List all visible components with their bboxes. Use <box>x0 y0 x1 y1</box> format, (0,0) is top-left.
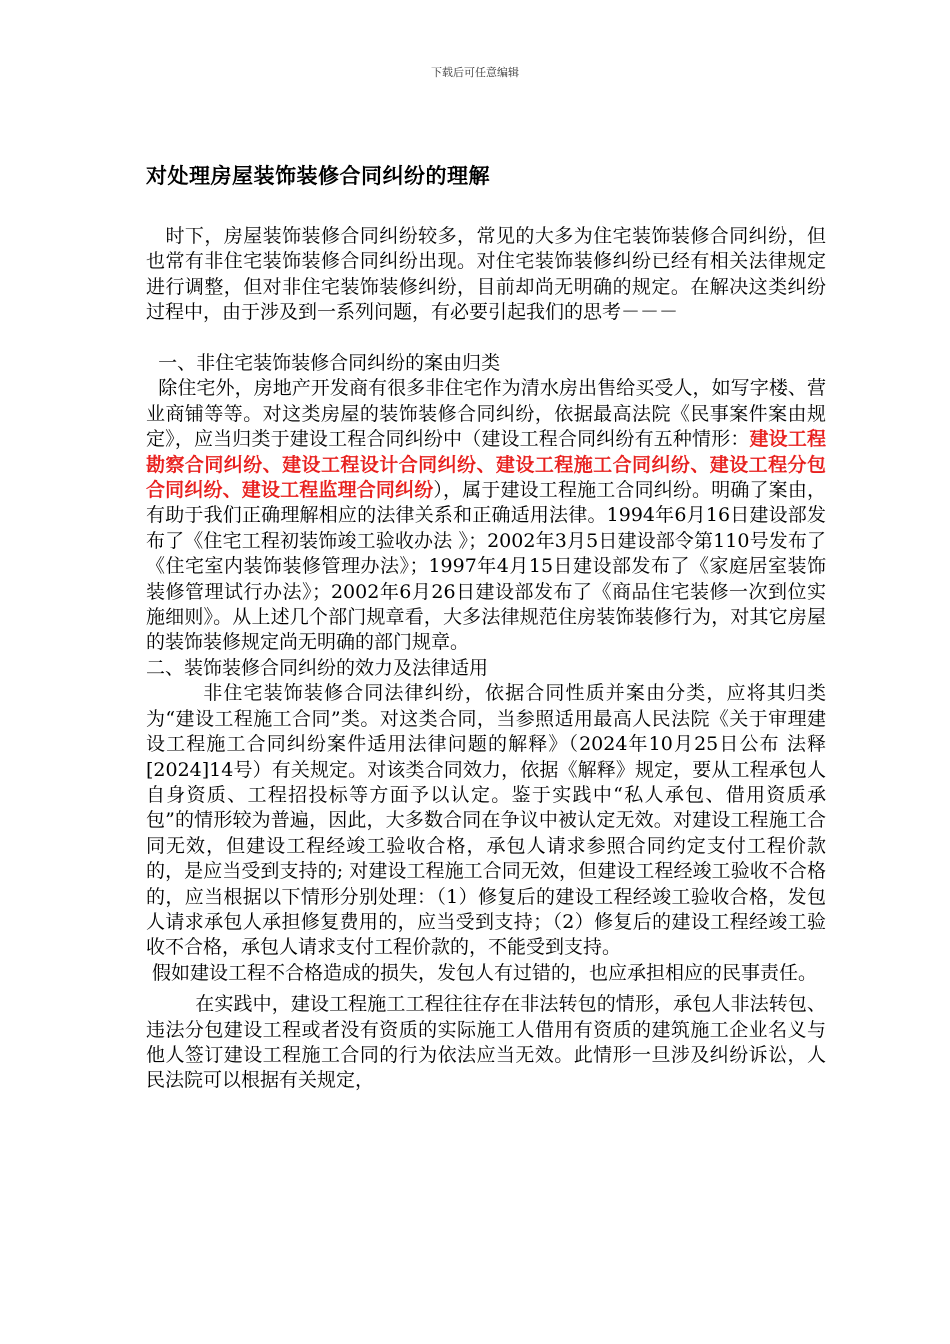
paragraph-liability: 假如建设工程不合格造成的损失，发包人有过错的，也应承担相应的民事责任。 <box>146 961 818 984</box>
paragraph-text: ），属于建设工程施工合同纠纷。明确了案由，有助于我们正确理解相应的法律关系和正确适用法律。1994年6月16日建设部发布了《住宅工程初装饰竣工验收办法 》；2002年3月5日建设部令第110号发布了《住宅室内装饰装修管理办法》；1997年4月15日建设部发布了《家庭居室装饰装修管理试行办法》；2002年6月26日建设部发布了《商品住宅装修一次到位实施细则》。从上述几个部门规章看，大多法律规范住房装饰装修行为，对其它房屋的装饰装修规定尚无明确的部门规章。 <box>146 479 826 654</box>
section-heading-2: 二、装饰装修合同纠纷的效力及法律适用 <box>146 656 489 679</box>
paragraph-intro: 时下，房屋装饰装修合同纠纷较多，常见的大多为住宅装饰装修合同纠纷，但也常有非住宅装饰装修合同纠纷出现。对住宅装饰装修纠纷已经有相关法律规定进行调整，但对非住宅装饰装修纠纷，目前却尚无明确的规定。在解决这类纠纷过程中，由于涉及到一系列问题，有必要引起我们的思考－－－ <box>146 225 826 324</box>
document-body <box>146 224 826 1094</box>
paragraph-validity: 非住宅装饰装修合同法律纠纷，依据合同性质并案由分类，应将其归类为“建设工程施工合同”类。对这类合同，当参照适用最高人民法院《关于审理建设工程施工合同纠纷案件适用法律问题的解释》（2024年10月25日公布 法释[2024]14号）有关规定。对该类合同效力，依据《解释》规定，要从工程承包人自身资质、工程招投标等方面予以认定。鉴于实践中“私人承包、借用资质承包”的情形较为普遍，因此，大多数合同在争议中被认定无效。对建设工程施工合同无效，但建设工程经竣工验收合格，承包人请求参照合同约定支付工程价款的，是应当受到支持的; 对建设工程施工合同无效，但建设工程经竣工验收不合格的，应当根据以下情形分别处理：（1）修复后的建设工程经竣工验收合格，发包人请求承包人承担修复费用的，应当受到支持；（2）修复后的建设工程经竣工验收不合格，承包人请求支付工程价款的，不能受到支持。 <box>146 682 826 959</box>
paragraph-gap <box>146 326 826 351</box>
highlighted-text: 建设工程勘察合同纠纷、建设工程设计合同纠纷、建设工程施工合同纠纷、建设工程分包合同纠纷、建设工程监理合同纠纷 <box>146 428 826 502</box>
paragraph-practice: 在实践中，建设工程施工工程往往存在非法转包的情形，承包人非法转包、违法分包建设工程或者没有资质的实际施工人借用有资质的建筑施工企业名义与他人签订建设工程施工合同的行为依法应当无效。此情形一旦涉及纠纷诉讼，人民法院可以根据有关规定， <box>146 993 826 1092</box>
paragraph-case-classification <box>146 376 826 655</box>
section-heading-1: 一、非住宅装饰装修合同纠纷的案由归类 <box>146 352 501 375</box>
header-note: 下载后可任意编辑 <box>431 66 519 79</box>
page-title: 对处理房屋装饰装修合同纠纷的理解 <box>146 163 490 188</box>
paragraph-text: 除住宅外，房地产开发商有很多非住宅作为清水房出售给买受人，如写字楼、营业商铺等等。对这类房屋的装饰装修合同纠纷，依据最高法院《民事案件案由规定》，应当归类于建设工程合同纠纷中（建设工程合同纠纷有五种情形： <box>146 377 826 451</box>
